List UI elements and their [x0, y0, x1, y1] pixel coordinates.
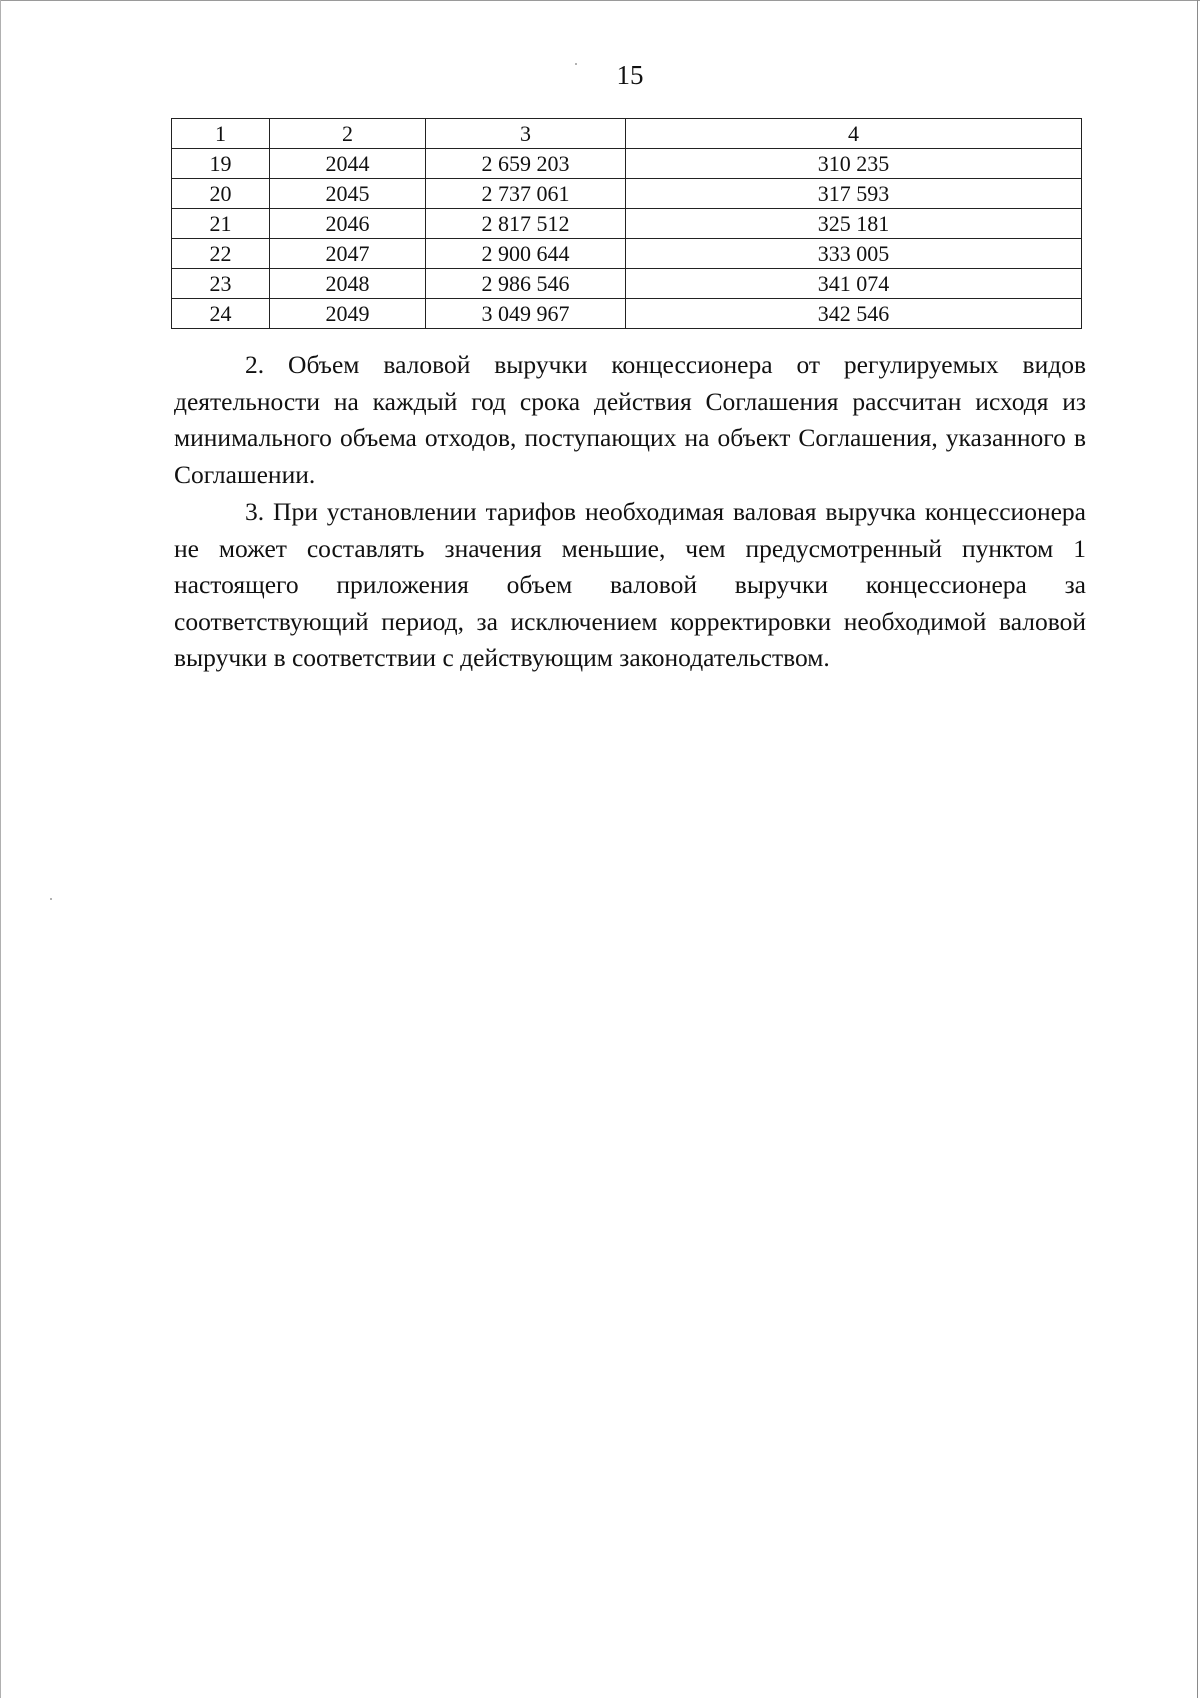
table-cell: 2047	[270, 239, 426, 269]
table-row	[172, 149, 1082, 179]
table-header-cell: 4	[626, 119, 1082, 149]
table-cell: 20	[172, 179, 270, 209]
table-row	[172, 299, 1082, 329]
paragraph-2: 2. Объем валовой выручки концессионера от регулируемых видов деятельности на каждый год срока действия Соглашения рассчитан исходя из минимального объема отходов, поступающих на объект Соглашения, указанного в Соглашении.	[174, 350, 1086, 489]
table-row	[172, 239, 1082, 269]
table-cell: 333 005	[626, 239, 1082, 269]
table-cell: 2046	[270, 209, 426, 239]
table-cell: 3 049 967	[426, 299, 626, 329]
data-table	[171, 118, 1082, 329]
table-header-row	[172, 119, 1082, 149]
table-cell: 23	[172, 269, 270, 299]
table-cell: 342 546	[626, 299, 1082, 329]
table-cell: 2 817 512	[426, 209, 626, 239]
table-cell: 2 737 061	[426, 179, 626, 209]
table-cell: 22	[172, 239, 270, 269]
table-cell: 2048	[270, 269, 426, 299]
table-cell: 2049	[270, 299, 426, 329]
scan-edge-top	[0, 0, 1200, 1]
scan-edge-left	[0, 0, 1, 1698]
table-cell: 317 593	[626, 179, 1082, 209]
table-cell: 2 986 546	[426, 269, 626, 299]
scan-edge-right	[1197, 0, 1198, 1698]
page-number: 15	[616, 60, 644, 90]
table-header-cell: 2	[270, 119, 426, 149]
table-cell: 21	[172, 209, 270, 239]
table-cell: 341 074	[626, 269, 1082, 299]
table-cell: 2 659 203	[426, 149, 626, 179]
table-cell: 325 181	[626, 209, 1082, 239]
table-row	[172, 269, 1082, 299]
table-cell: 2044	[270, 149, 426, 179]
body-text	[174, 347, 1086, 678]
table-header-cell: 3	[426, 119, 626, 149]
table-header-cell: 1	[172, 119, 270, 149]
paragraph-3: 3. При установлении тарифов необходимая валовая выручка концессионера не может составлять значения меньшие, чем предусмотренный пунктом 1 настоящего приложения объем валовой выручки концессионера за соответствующий период, за исключением корректировки необходимой валовой выручки в соответствии с действующим законодательством.	[174, 497, 1086, 672]
table-cell: 310 235	[626, 149, 1082, 179]
table-row	[172, 179, 1082, 209]
scan-speck	[50, 898, 52, 900]
table-cell: 2 900 644	[426, 239, 626, 269]
table-cell: 24	[172, 299, 270, 329]
table-cell: 19	[172, 149, 270, 179]
table-row	[172, 209, 1082, 239]
table-cell: 2045	[270, 179, 426, 209]
